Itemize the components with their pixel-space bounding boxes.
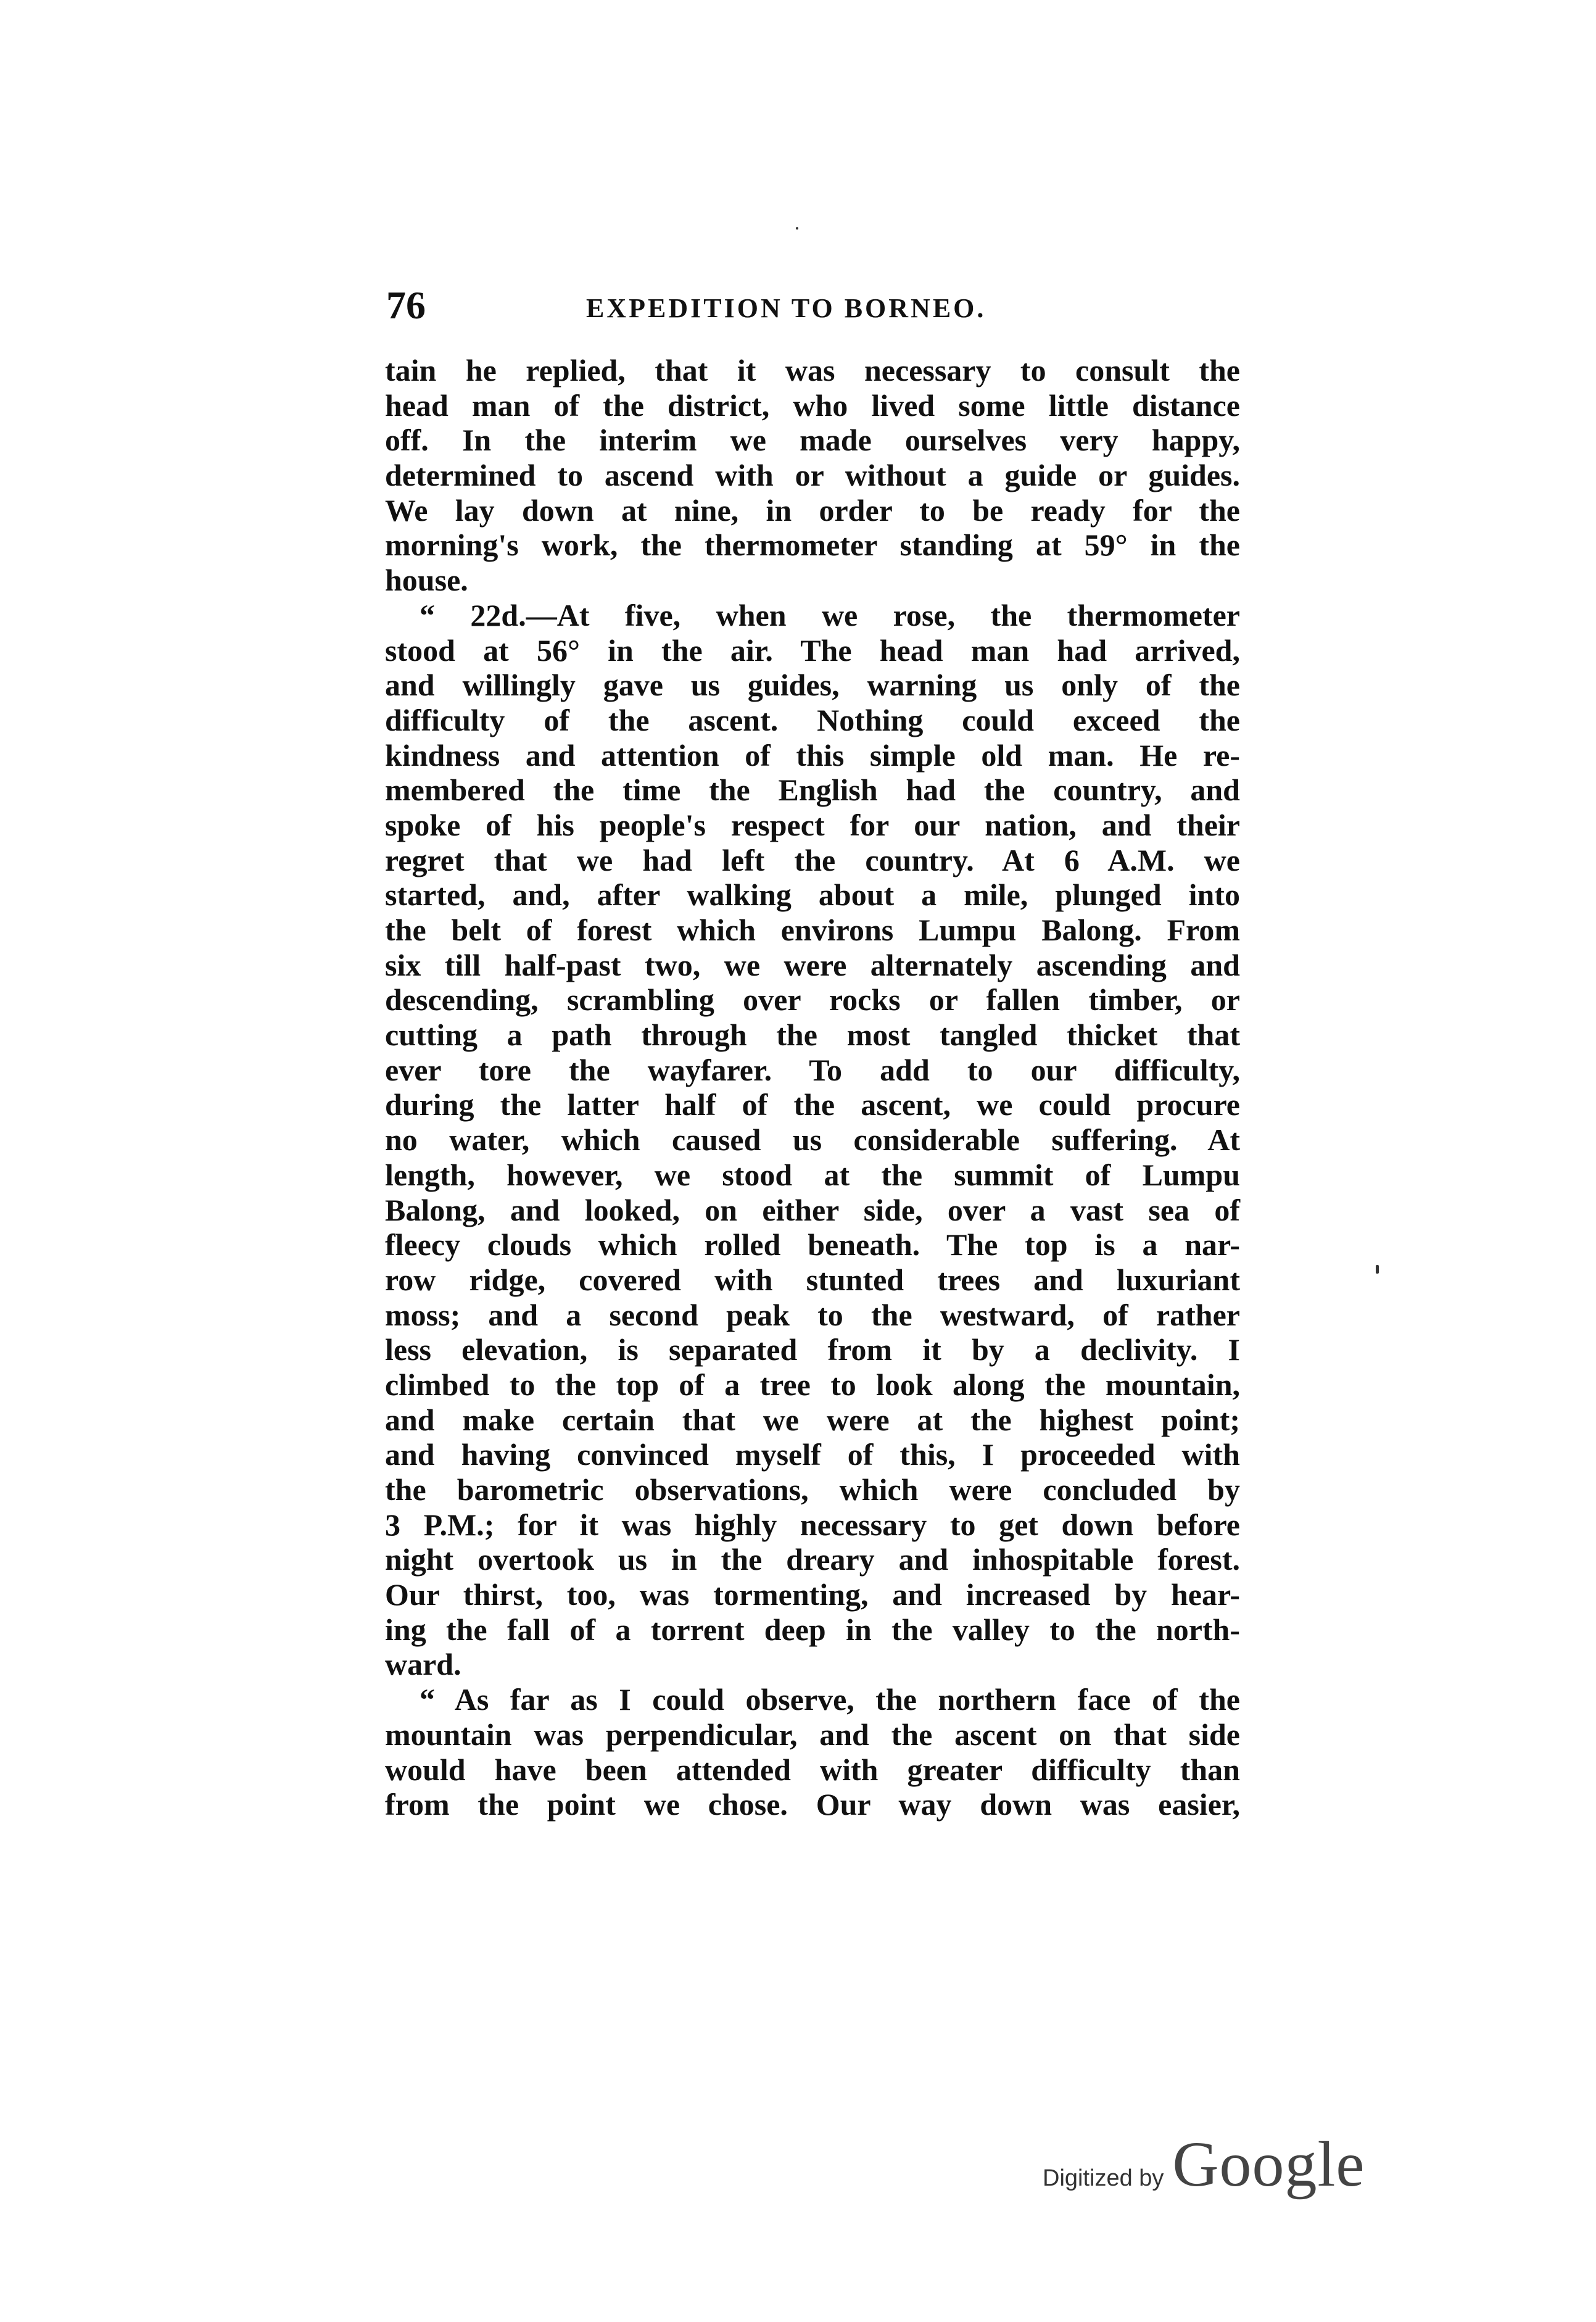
page-number: 76	[386, 283, 426, 327]
text-line: cutting a path through the most tangled thicket that	[385, 1018, 1240, 1053]
text-line: the belt of forest which environs Lumpu Balong. From	[385, 913, 1240, 947]
text-line: and make certain that we were at the highest point;	[385, 1402, 1240, 1437]
text-line: “ As far as I could observe, the northern face of the	[420, 1682, 1240, 1717]
text-line: less elevation, is separated from it by a declivity. I	[385, 1332, 1240, 1367]
text-line: ward.	[385, 1647, 461, 1682]
text-line: Balong, and looked, on either side, over a vast sea of	[385, 1192, 1240, 1227]
digitized-by-google-watermark	[1043, 2128, 1365, 2201]
text-line: mountain was perpendicular, and the ascent on that side	[385, 1717, 1240, 1752]
text-line: descending, scrambling over rocks or fallen timber, or	[385, 982, 1240, 1018]
google-logo: Google	[1172, 2129, 1365, 2200]
text-line: and willingly gave us guides, warning us only of the	[385, 668, 1240, 703]
text-line: morning's work, the thermometer standing at 59° in the	[385, 528, 1240, 563]
text-line: no water, which caused us considerable suffering. At	[385, 1122, 1240, 1158]
text-line: tain he replied, that it was necessary to consult the	[385, 353, 1240, 388]
text-line: ing the fall of a torrent deep in the valley to the north-	[385, 1612, 1240, 1647]
text-line: during the latter half of the ascent, we could procure	[385, 1087, 1240, 1122]
text-line: 3 P.M.; for it was highly necessary to get down before	[385, 1507, 1240, 1542]
text-line: spoke of his people's respect for our nation, and their	[385, 807, 1240, 842]
text-line: “ 22d.—At five, when we rose, the thermometer	[420, 597, 1240, 632]
text-line: started, and, after walking about a mile, plunged into	[385, 877, 1240, 913]
text-line: head man of the district, who lived some little distance	[385, 388, 1240, 423]
text-line: from the point we chose. Our way down was easier,	[385, 1787, 1240, 1822]
text-line: membered the time the English had the country, and	[385, 773, 1240, 808]
digitized-label: Digitized by	[1043, 2165, 1164, 2191]
text-line: night overtook us in the dreary and inhospitable forest.	[385, 1542, 1240, 1577]
running-title: EXPEDITION TO BORNEO.	[586, 293, 986, 323]
text-line: and having convinced myself of this, I proceeded with	[385, 1437, 1240, 1472]
text-line: length, however, we stood at the summit of Lumpu	[385, 1157, 1240, 1192]
text-line: regret that we had left the country. At 6 A.M. we	[385, 842, 1240, 877]
text-line: six till half-past two, we were alternately ascending and	[385, 947, 1240, 982]
text-line: determined to ascend with or without a guide or guides.	[385, 458, 1240, 493]
text-line: fleecy clouds which rolled beneath. The top is a nar-	[385, 1227, 1240, 1263]
text-line: would have been attended with greater difficulty than	[385, 1752, 1240, 1787]
scan-speck	[1376, 1265, 1379, 1274]
text-line: the barometric observations, which were concluded by	[385, 1472, 1240, 1507]
text-line: Our thirst, too, was tormenting, and increased by hear-	[385, 1577, 1240, 1612]
text-line: climbed to the top of a tree to look along the mountain,	[385, 1367, 1240, 1402]
text-line: house.	[385, 563, 468, 598]
text-line: difficulty of the ascent. Nothing could exceed the	[385, 702, 1240, 737]
text-line: moss; and a second peak to the westward, of rather	[385, 1297, 1240, 1332]
text-line: kindness and attention of this simple old man. He re-	[385, 737, 1240, 773]
text-line: stood at 56° in the air. The head man had arrived,	[385, 632, 1240, 668]
text-line: off. In the interim we made ourselves very happy,	[385, 423, 1240, 458]
text-line: row ridge, covered with stunted trees and luxuriant	[385, 1262, 1240, 1297]
text-line: We lay down at nine, in order to be ready for the	[385, 492, 1240, 528]
scan-speck	[796, 227, 798, 230]
text-line: ever tore the wayfarer. To add to our difficulty,	[385, 1052, 1240, 1087]
body-text	[385, 353, 1240, 1822]
